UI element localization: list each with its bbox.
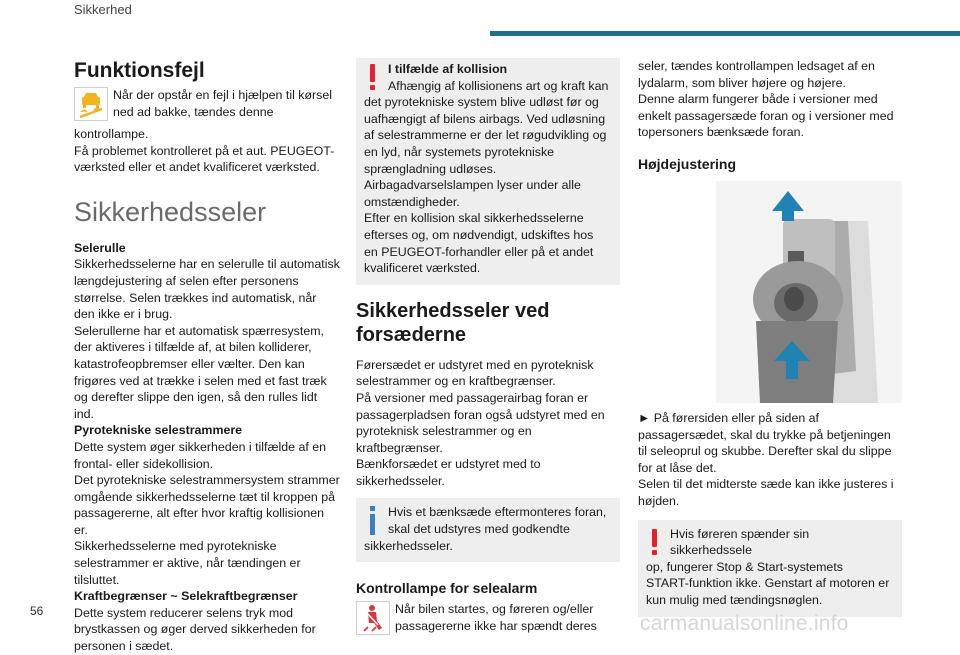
pyro-title: Pyrotekniske selestrammere [74, 423, 243, 438]
column-middle [356, 58, 620, 640]
column-right [638, 58, 902, 617]
forsaederne-text: Førersædet er udstyret med en pyroteknisk selestrammer og en kraftbegrænser. På versioner med passagerairbag foran er passagerpladsen foran også udstyret med en pyroteknisk selestrammer og en kraftbegrænser. Bænkforsædet er udstyret med to sikkerhedsseler. [356, 357, 605, 488]
bench-seat-info-box [356, 498, 620, 562]
stop-start-line1: Hvis føreren spænder sin sikkerhedssele [670, 526, 810, 558]
kontrollampe-line1: Når bilen startes, og føreren og/eller [395, 602, 594, 617]
warning-exclamation-icon-2 [648, 527, 662, 559]
heading-forsaederne: Sikkerhedsseler ved forsæderne [356, 299, 550, 346]
bench-info-line2: skal det udstyres med godkendte [388, 522, 570, 537]
selealarm-continued-text: seler, tændes kontrollampen ledsaget af en lydalarm, som bliver højere og højere. Denne alarm fungerer både i versioner med enkelt passagersæde foran og i versioner med topersoners bænksæde foran. [638, 59, 894, 140]
pyro-text: Dette system øger sikkerheden i tilfælde af en frontal- eller sidekollision. Det pyrotekniske selestrammersystem strammer omgående sikkerhedsselerne tæt til kroppen på passagererne, alt efter hvor kraftig kollisionen er. Sikkerhedsselerne med pyrotekniske selestrammer er aktive, når tændingen er tilsluttet. [74, 439, 340, 587]
height-adjust-illustration [638, 181, 902, 403]
hill-descent-warning-lamp-icon [74, 87, 108, 126]
kraft-title: Kraftbegrænser ~ Selekraftbegrænser [74, 589, 298, 604]
collision-warning-line1: Afhængig af kollisionens art og kraft kan [388, 78, 609, 93]
page-number: 56 [30, 604, 44, 618]
warning-exclamation-icon [366, 62, 380, 94]
header-accent-bar [490, 31, 960, 36]
info-icon [366, 505, 380, 537]
kraft-text: Dette system reducerer selens tryk mod brystkassen og øger derved sikkerheden for personen i sædet. [74, 605, 316, 654]
collision-warning-text: det pyrotekniske system blive udløst før og uafhængigt af bilens airbags. Ved udløsning af selestrammerne er der let røgudvikling og en lyd, når systemets pyrotekniske sprængladning udløses. Airbagadvarselslampen lyser under alle omstændigheder. Efter en kollision skal sikkerhedsselerne efterses og, om nødvendigt, udskiftes hos en PEUGEOT-forhandler eller på et andet kvalificeret værksted. [364, 95, 607, 276]
bench-info-text: sikkerhedsseler. [364, 538, 453, 553]
funktionsfejl-line2: ned ad bakke, tændes denne [113, 104, 274, 119]
selerulle-title: Selerulle [74, 240, 126, 255]
bench-info-line1: Hvis et bænksæde eftermonteres foran, [388, 505, 607, 520]
funktionsfejl-text: kontrollampe. Få problemet kontrolleret på et aut. PEUGEOT-værksted eller et andet kvalificeret værksted. [74, 127, 335, 175]
collision-warning-box [356, 58, 620, 285]
seatbelt-warning-lamp-icon [356, 601, 390, 640]
heading-hoejdejustering: Højdejustering [638, 155, 737, 172]
stop-start-line2: op, fungerer Stop & Start-systemets [646, 559, 843, 574]
watermark: carmanualsonline.info [640, 612, 849, 635]
heading-kontrollampe: Kontrollampe for selealarm [356, 580, 538, 597]
stop-start-text: START-funktion ikke. Genstart af motoren er kun mulig med tændingsnøglen. [646, 576, 890, 607]
heading-funktionsfejl: Funktionsfejl [74, 59, 205, 82]
hoejde-step-text: ► På førersiden eller på siden af passagersædet, skal du trykke på betjeningen til seleoprul og skubbe. Derefter skal du slippe for at låse det. Selen til det midterste sæde kan ikke justeres i højden. [638, 410, 894, 508]
funktionsfejl-line1: Når der opstår en fejl i hjælpen til kørsel [113, 88, 332, 102]
stop-start-warning-box [638, 520, 902, 617]
column-left [74, 58, 340, 655]
running-header: Sikkerhed [74, 2, 132, 17]
kontrollampe-block [356, 601, 620, 634]
selerulle-text: Sikkerhedsselerne har en selerulle til automatisk længdejustering af selen efter personens størrelse. Selen trækkes ind automatisk, når den ikke er i brug. Selerullerne har et automatisk spærresystem, der aktiveres i tilfælde af, at bilen kolliderer, katastrofeopbremser eller vælter. Den kan frigøres ved at trække i selen med et fast træk og derefter slippe den igen, så den rulles lidt ind. [74, 257, 340, 421]
heading-sikkerhedsseler: Sikkerhedsseler [74, 196, 267, 227]
collision-warning-title: I tilfælde af kollision [388, 62, 508, 76]
kontrollampe-line2: passagererne ikke har spændt deres [395, 618, 597, 633]
funktionsfejl-block [74, 87, 340, 176]
